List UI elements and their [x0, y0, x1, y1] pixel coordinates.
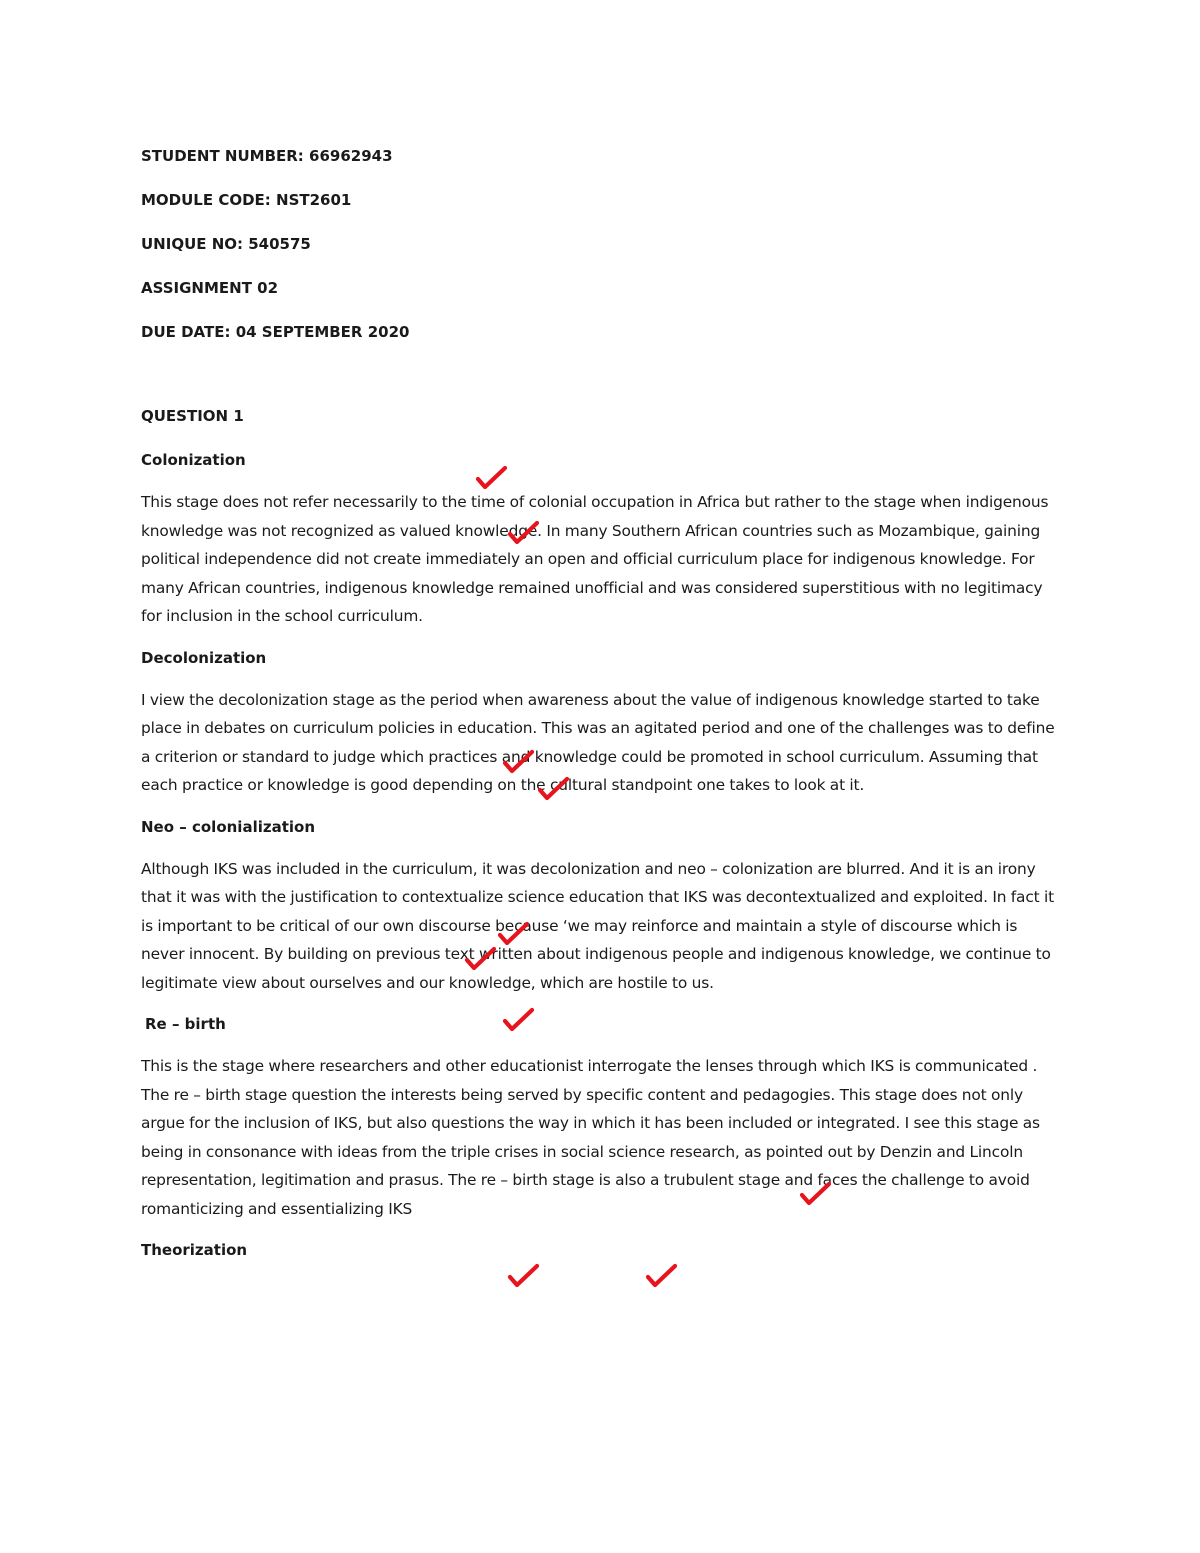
section-heading-theorization: Theorization [141, 1241, 248, 1259]
section-body-neo-colonialization: Although IKS was included in the curriculum, it was decolonization and neo – colonization are blurred. And it is an irony that it was with the justification to contextualize science education that IKS was decontextualized and exploited. In fact it is important to be critical of our own discourse because ‘we may reinforce and maintain a style of discourse which is never innocent. By building on previous text written about indigenous people and indigenous knowledge, we continue to legitimate view about ourselves and our knowledge, which are hostile to us. [141, 859, 1054, 992]
module-code: MODULE CODE: NST2601 [141, 191, 352, 209]
section-heading-colonization: Colonization [141, 451, 246, 469]
unique-number: UNIQUE NO: 540575 [141, 235, 311, 253]
section-heading-neo-colonialization: Neo – colonialization [141, 817, 315, 836]
student-number: STUDENT NUMBER: 66962943 [141, 147, 393, 165]
due-date: DUE DATE: 04 SEPTEMBER 2020 [141, 323, 410, 341]
document-content [141, 143, 1061, 1278]
question-heading: QUESTION 1 [141, 407, 244, 425]
section-body-re-birth: This is the stage where researchers and other educationist interrogate the lenses through which IKS is communicated . The re – birth stage question the interests being served by specific content and pedagogies. This stage does not only argue for the inclusion of IKS, but also questions the way in which it has been included or integrated. I see this stage as being in consonance with ideas from the triple crises in social science research, as pointed out by Denzin and Lincoln representation, legitimation and prasus. The re – birth stage is also a trubulent stage and faces the challenge to avoid romanticizing and essentializing IKS [141, 1057, 1040, 1218]
section-heading-re-birth: Re – birth [145, 1015, 226, 1033]
section-body-colonization: This stage does not refer necessarily to the time of colonial occupation in Africa but rather to the stage when indigenous knowledge was not recognized as valued knowledge. In many Southern African countries such as Mozambique, gaining political independence did not create immediately an open and official curriculum place for indigenous knowledge. For many African countries, indigenous knowledge remained unofficial and was considered superstitious with no legitimacy for inclusion in the school curriculum. [141, 493, 1049, 625]
section-body-decolonization: I view the decolonization stage as the period when awareness about the value of indigenous knowledge started to take place in debates on curriculum policies in education. This was an agitated period and one of the challenges was to define a criterion or standard to judge which practices and knowledge could be promoted in school curriculum. Assuming that each practice or knowledge is good depending on the cultural standpoint one takes to look at it. [141, 690, 1055, 794]
section-heading-decolonization: Decolonization [141, 648, 267, 667]
assignment-number: ASSIGNMENT 02 [141, 279, 279, 297]
